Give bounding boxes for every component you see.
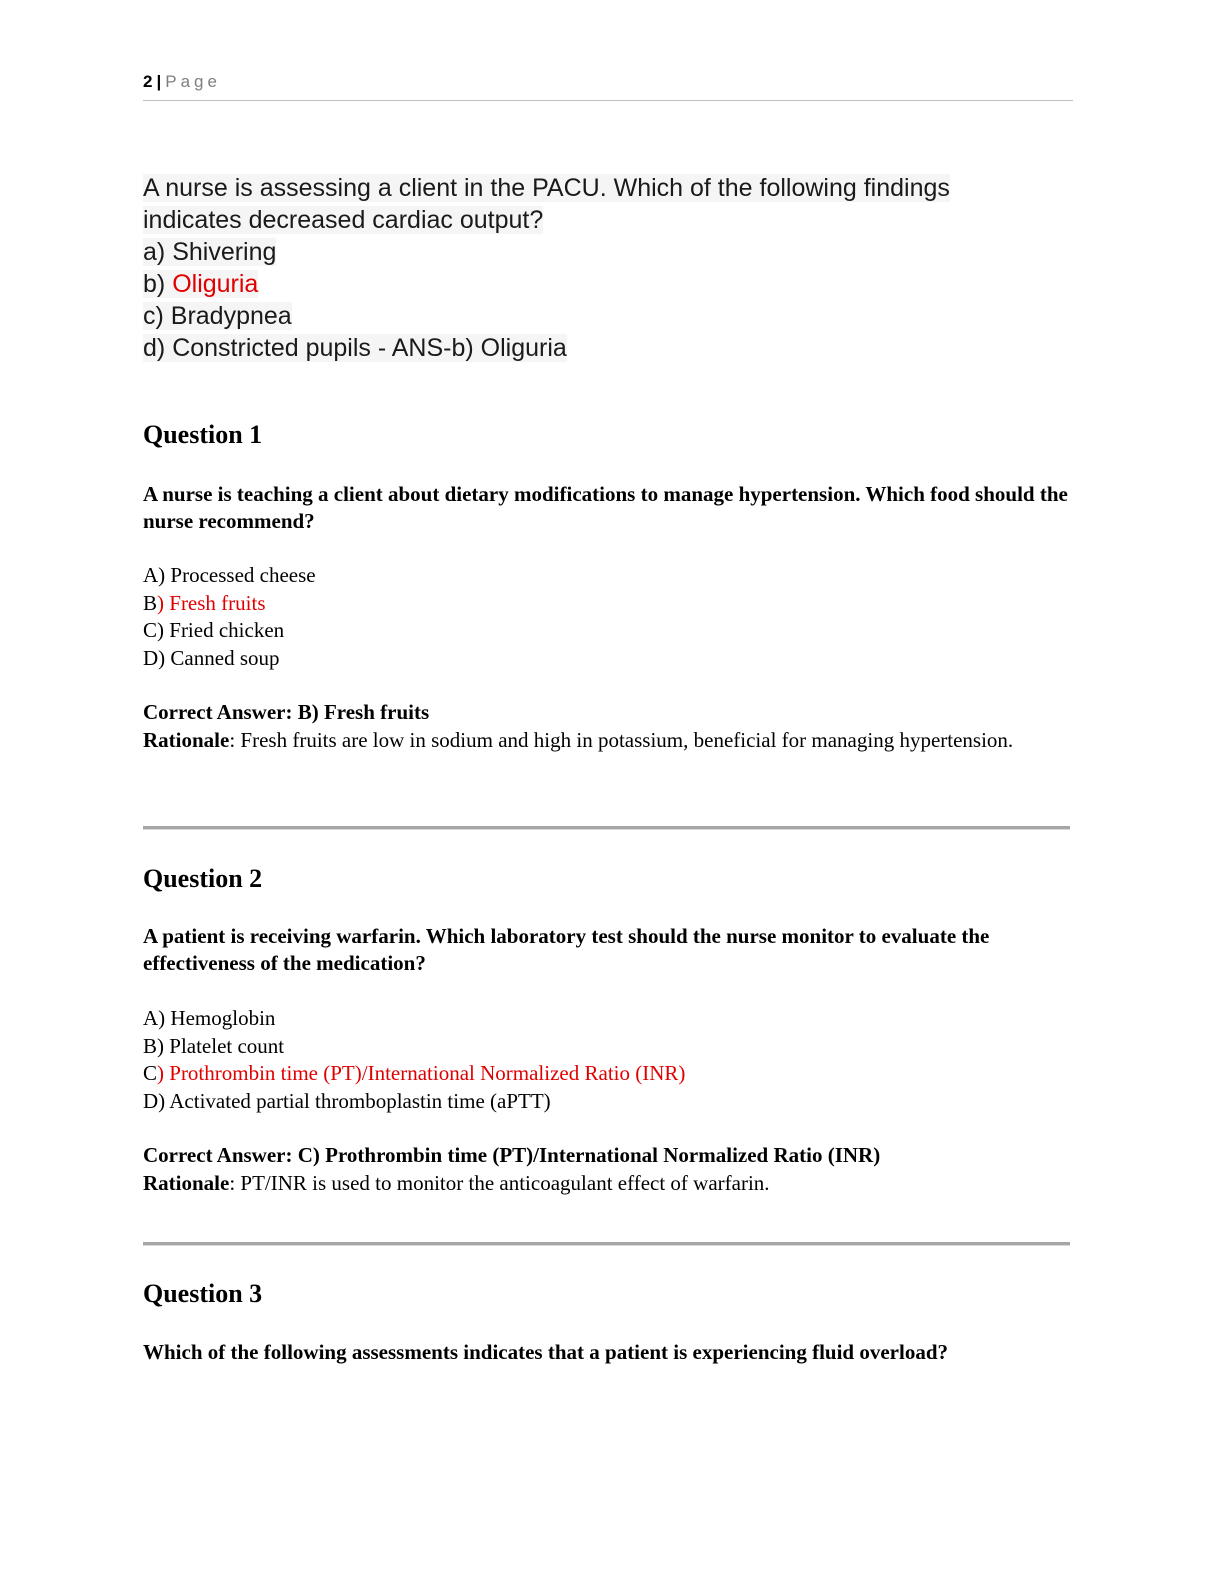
pacu-stem-line-2: indicates decreased cardiac output? — [143, 206, 544, 234]
question-1-stem: A nurse is teaching a client about dietary modifications to manage hypertension. Which food should the nurse recommend? — [143, 482, 1068, 533]
question-3-title: Question 3 — [143, 1279, 263, 1308]
question-1-option-d: D) Canned soup — [143, 645, 280, 670]
pacu-option-c-prefix: c) — [143, 302, 171, 330]
question-1-option-b: B) Fresh fruits — [143, 590, 266, 615]
pacu-option-c: Bradypnea — [170, 302, 292, 330]
divider-2 — [143, 1242, 1070, 1246]
pacu-option-d: Constricted pupils - ANS-b) Oliguria — [172, 334, 567, 362]
question-2-rationale: Rationale: PT/INR is used to monitor the anticoagulant effect of warfarin. — [143, 1170, 770, 1195]
question-1-rationale: Rationale: Fresh fruits are low in sodium and high in potassium, beneficial for managing hypertension. — [143, 727, 1014, 752]
question-1-options — [143, 562, 1073, 672]
question-2-option-d: D) Activated partial thromboplastin time (aPTT) — [143, 1088, 551, 1113]
question-2-stem: A patient is receiving warfarin. Which laboratory test should the nurse monitor to evaluate the effectiveness of the medication? — [143, 924, 990, 975]
question-2-option-a: A) Hemoglobin — [143, 1006, 276, 1030]
page-word: Page — [165, 72, 221, 91]
question-2-option-b: B) Platelet count — [143, 1033, 285, 1058]
question-1-option-a: A) Processed cheese — [143, 563, 316, 587]
question-1-title: Question 1 — [143, 420, 263, 449]
page-header — [143, 72, 1073, 101]
question-1-answer — [143, 699, 1073, 754]
pacu-option-a: Shivering — [172, 238, 277, 266]
pacu-option-a-prefix: a) — [143, 238, 173, 266]
page-separator: | — [156, 72, 162, 91]
question-1-option-c: C) Fried chicken — [143, 618, 285, 642]
pacu-option-b: Oliguria — [172, 270, 259, 298]
question-2-correct-answer: Correct Answer: C) Prothrombin time (PT)/International Normalized Ratio (INR) — [143, 1143, 881, 1167]
question-1-correct-answer: Correct Answer: B) Fresh fruits — [143, 700, 430, 724]
question-2-answer — [143, 1142, 1073, 1197]
question-3-stem: Which of the following assessments indicates that a patient is experiencing fluid overload? — [143, 1340, 949, 1364]
question-2-title: Question 2 — [143, 864, 263, 893]
question-2-options — [143, 1005, 1073, 1115]
pacu-question — [143, 172, 1063, 364]
pacu-option-d-prefix: d) — [143, 334, 173, 362]
divider-1 — [143, 826, 1070, 830]
pacu-stem-line-1: A nurse is assessing a client in the PACU. Which of the following findings — [143, 174, 950, 202]
pacu-option-b-prefix: b) — [143, 270, 173, 298]
question-2-option-c: C) Prothrombin time (PT)/International Normalized Ratio (INR) — [143, 1061, 686, 1085]
page-number: 2 — [143, 72, 153, 91]
